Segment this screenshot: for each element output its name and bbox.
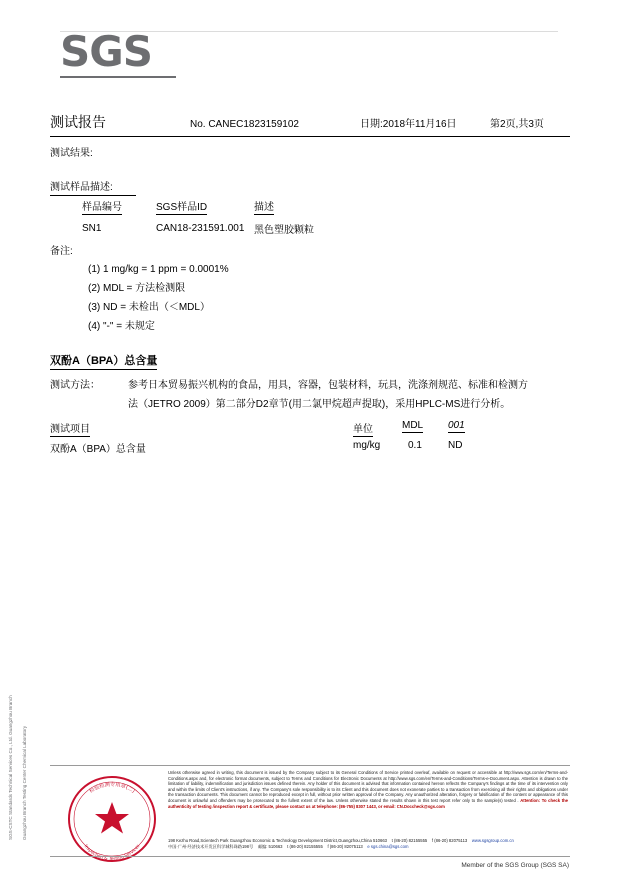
- result-item-unit: mg/kg: [353, 440, 381, 451]
- company-stamp: [60, 772, 165, 867]
- test-method-label: 测试方法：: [50, 380, 100, 391]
- footer-side-label-company: SGS-CSTC Standards Technical Services Co., Ltd. Guangzhou Branch: [8, 695, 13, 840]
- footer-divider: [50, 765, 570, 766]
- svg-text:Inspection & Testing Services: Inspection & Testing Services: [82, 843, 142, 863]
- sample-table: [82, 198, 374, 236]
- list-item: (4) "-" = 未规定: [88, 321, 155, 332]
- report-number: No. CANEC1823159102: [190, 119, 299, 130]
- result-item-name: 双酚A（BPA）总含量: [50, 444, 146, 455]
- list-item: (1) 1 mg/kg = 1 ppm = 0.0001%: [88, 264, 229, 275]
- title-divider: [50, 136, 570, 137]
- section-heading-bpa: 双酚A（BPA）总含量: [50, 352, 157, 370]
- test-method-line-2: 法（JETRO 2009）第二部分D2章节(用二氯甲烷超声提取)，采用HPLC-MS进行分析。: [128, 399, 511, 410]
- footer-web-en[interactable]: www.sgsgroup.com.cn: [471, 838, 514, 843]
- result-item-mdl: 0.1: [408, 440, 422, 451]
- sample-description-underline: [50, 195, 136, 196]
- footer-fax-cn: f (86-20) 82075113: [327, 844, 363, 850]
- footer-disclaimer: [168, 770, 568, 809]
- footer-member-text: Member of the SGS Group (SGS SA): [461, 862, 569, 869]
- list-item: (2) MDL = 方法检测限: [88, 283, 186, 294]
- logo-underline: [60, 76, 176, 78]
- footer-zip-cn: 邮编: 510663: [257, 844, 283, 850]
- result-col-unit-header: 单位: [353, 420, 373, 437]
- list-item: (3) ND = 未检出（＜MDL）: [88, 302, 210, 313]
- notes-list: [88, 260, 229, 336]
- sample-sgsid-value: CAN18-231591.001: [156, 223, 245, 234]
- results-label: 测试结果:: [50, 148, 93, 159]
- report-date: 日期:2018年11月16日: [360, 119, 457, 130]
- footer-bottom-divider: [50, 856, 570, 857]
- page-indicator: 第2页,共3页: [490, 119, 544, 130]
- footer-address-en: 198 Kezhu Road,Scientech Park Guangzhou Economic & Technology Development District,Guangzhou,China 510663: [168, 838, 387, 843]
- sample-col-id-header: 样品编号: [82, 198, 156, 221]
- test-method-text: [128, 376, 548, 414]
- result-col-mdl-header: MDL: [402, 420, 424, 431]
- test-method-line-1: 参考日本贸易振兴机构的食品，用具，容器，包装材料，玩具，洗涤剂规范、标准和检测方: [128, 380, 528, 391]
- footer-disclaimer-text: Unless otherwise agreed in writing, this document is issued by the Company subject to its General Conditions of Service printed overleaf, available on request or accessible at http://www.sgs.com/en/Terms-and-Conditions.aspx and, for electronic format documents, subject to Terms and Conditions for Electronic Documents at http://www.sgs.com/en/Terms-and-Conditions/Terms-e-Document.aspx. Attention is drawn to the limitation of liability, indemnification and jurisdiction issues defined therein. Any holder of this document is advised that information contained hereon reflects the Company's findings at the time of its intervention only and within the limits of Client's instructions, if any. The Company's sole responsibility is to its Client and this document does not exonerate parties to a transaction from exercising all their rights and obligations under the transaction documents. This document cannot be reproduced except in full, without prior written approval of the Company. Any unauthorized alteration, forgery or falsification of the content or appearance of this document is unlawful and offenders may be prosecuted to the fullest extent of the law. Unless otherwise stated the results shown in this test report refer only to the sample(s) tested .: [168, 770, 568, 803]
- table-row: [82, 221, 374, 236]
- sample-col-sgsid-header: SGS样品ID: [156, 198, 254, 221]
- notes-label: 备注:: [50, 246, 73, 257]
- sgs-logo-text: SGS: [60, 27, 152, 76]
- sample-id-value: SN1: [82, 223, 102, 234]
- sample-desc-value: 黑色塑胶颗粒: [254, 225, 314, 236]
- report-title-row: [50, 112, 570, 132]
- footer-tel-en: t (86-20) 82155555: [391, 838, 428, 843]
- sample-table-header-row: [82, 198, 374, 221]
- result-col-sample-header: 001: [448, 420, 465, 431]
- footer-side-label-lab: Guangzhou Branch Testing Center Chemical Laboratory: [22, 725, 27, 840]
- svg-text:检验检测专用章(二): 检验检测专用章(二): [88, 781, 136, 795]
- result-col-item-header: 测试项目: [50, 420, 90, 437]
- footer-email-cn[interactable]: e sgs.china@sgs.com: [367, 844, 409, 850]
- footer-fax-en: f (86-20) 82075113: [431, 838, 468, 843]
- page-title: 测试报告: [50, 114, 106, 130]
- footer-tel-cn: t (86-20) 82155555: [287, 844, 323, 850]
- sample-col-desc-header: 描述: [254, 198, 374, 221]
- footer-address-block: [168, 838, 568, 851]
- footer-address-cn: 中国·广州·经济技术开发区科学城科珠路198号: [168, 844, 254, 850]
- sgs-logo: [60, 27, 180, 78]
- sample-description-label: 测试样品描述:: [50, 182, 113, 193]
- footer-attention-text[interactable]: Attention: To check the authenticity of testing /inspection report & certificate, please contact us at telephone: (86-755) 8307 1443, or email: CN.Doccheck@sgs.com: [168, 797, 568, 809]
- footer-address-cn-row: [168, 844, 568, 850]
- result-item-value: ND: [448, 440, 463, 451]
